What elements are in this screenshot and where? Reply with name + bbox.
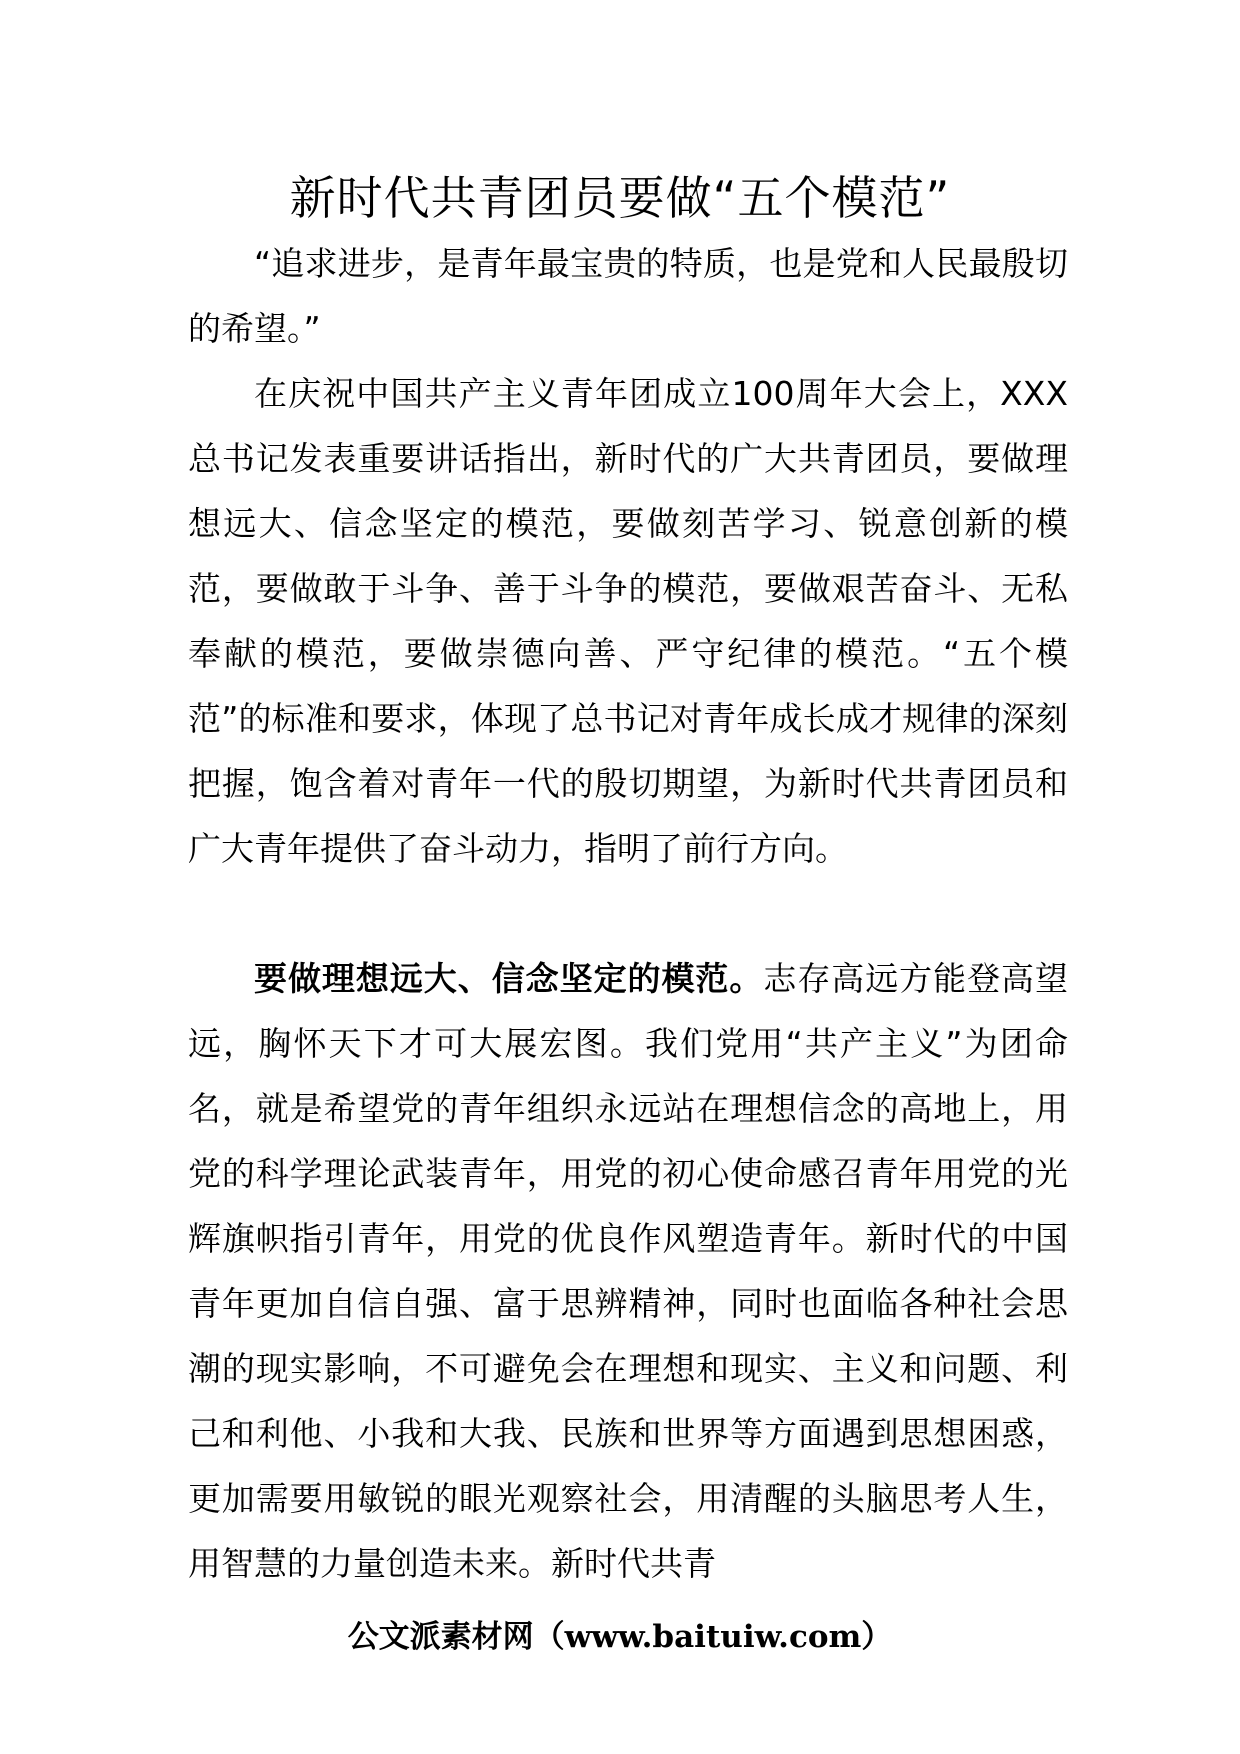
paragraph-text: 志存高远方能登高望远，胸怀天下才可大展宏图。我们党用“共产主义”为团命名，就是希望党的青年组织永远站在理想信念的高地上，用党的科学理论武装青年，用党的初心使命感召青年用党的光辉旗帜指引青年，用党的优良作风塑造青年。新时代的中国青年更加自信自强、富于思辨精神，同时也面临各种社会思潮的现实影响，不可避免会在理想和现实、主义和问题、利己和利他、小我和大我、民族和世界等方面遇到思想困惑，更加需要用敏锐的眼光观察社会，用清醒的头脑思考人生，用智慧的力量创造未来。新时代共青 xyxy=(188,959,1069,1583)
paragraph-heading: 要做理想远大、信念坚定的模范。 xyxy=(254,959,764,998)
paragraph-model-one xyxy=(188,946,1068,1596)
footer-watermark: 公文派素材网（www.baituiw.com） xyxy=(347,1619,893,1655)
paragraph-text: “追求进步，是青年最宝贵的特质，也是党和人民最殷切的希望。” xyxy=(188,244,1068,348)
paragraph-intro xyxy=(188,361,1068,881)
paragraph-text: 在庆祝中国共产主义青年团成立100周年大会上，XXX总书记发表重要讲话指出，新时代的广大共青团员，要做理想远大、信念坚定的模范，要做刻苦学习、锐意创新的模范，要做敢于斗争、善于斗争的模范，要做艰苦奋斗、无私奉献的模范，要做崇德向善、严守纪律的模范。“五个模范”的标准和要求，体现了总书记对青年成长成才规律的深刻把握，饱含着对青年一代的殷切期望，为新时代共青团员和广大青年提供了奋斗动力，指明了前行方向。 xyxy=(188,374,1068,868)
document-title: 新时代共青团员要做“五个模范” xyxy=(289,171,951,225)
paragraph-quote xyxy=(188,231,1068,361)
